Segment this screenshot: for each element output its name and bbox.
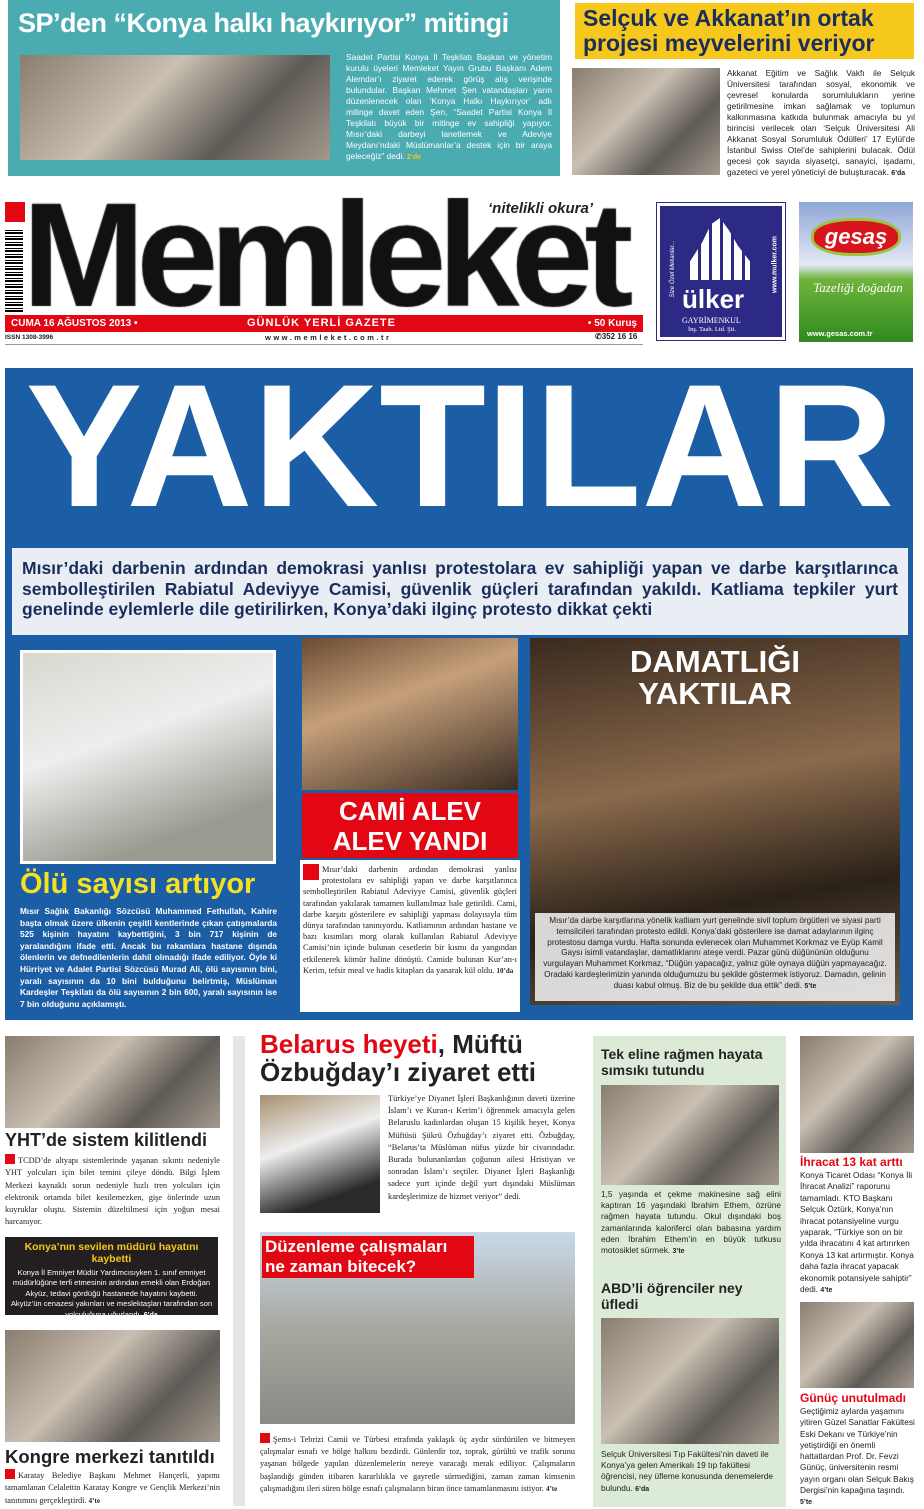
date: CUMA 16 AĞUSTOS 2013 • [11,318,138,329]
ad-sub2: İnş. Taah. Ltd. Şti. [688,326,736,333]
red-bullet [5,1469,15,1479]
ad-url: www.mulker.com [771,236,779,293]
ad-sub: GAYRİMENKUL [682,316,741,325]
col4-body-2: Geçtiğimiz aylarda yaşamını yitiren Güzel Sanatlar Fakültesi Eski Dekanı ve Türkiye’nin yetiştirdiği en önemli hattatlardan Prof. Dr. Fevzi Günüç, üniversitenin resmi yayın organı olan Selçuk Bakış Dergisi’nin kapağına taşındı. 5’te [800,1406,915,1507]
kongre-body: Karatay Belediye Başkanı Mehmet Hançerli, yapımı tamamlanan Celalettin Karatay Kongre ve Gençlik Merkezi’nin tanıtımını gerçekleştirdi. 4’te [5,1471,220,1505]
price: • 50 Kuruş [587,318,637,329]
buildings-icon [690,218,750,280]
photo-gunuc [800,1302,914,1388]
belarus-body: Türkiye’ye Diyanet İşleri Başkanlığının daveti üzerine İslam’ı ve Kuran-ı Kerim’i öğrenmek amacıyla gelen Belaruslu kadınlardan oluşan 15 kişilik heyet, Konya Müftüsü Şükrü Özbuğday’ı ziyaret etti. Özbuğday, “Belarus’ta Müslüman nüfus yüzde bir civarındadır. Burada bulunanlardan çoğunun ailesi Hristiyan ve sonradan İslam’ı seçtiler. Diyanet İşleri Başkanlığı sadece yurt içinde değil yurt dışındaki Müslüman kardeşlerimize de hizmet veriyor” dedi. [388,1094,575,1201]
photo-ibrahim [601,1085,779,1185]
ad-tagline: Size Özel Mekanlar... [670,240,676,298]
issn: ISSN 1308-3996 [5,334,54,341]
right-caption: Mısır’da darbe karşıtlarına yönelik katliam yurt genelinde sivil toplum örgütleri ve siyasi parti temsilcileri tarafından protesto edildi. Konya’daki gösterilere ise damat adaylarının ilginç protestosu damga vurdu. Hafta sonunda evlenecek olan Muhammet Korkmaz ve Eyüp Kamil Gaysı isimli vatandaşlar, damatlıklarını ateşe verdi. Pazar günü düğününün olduğunu vurgulayan Muhammet Korkmaz, “Düğün yapacağız, yalnız güle oynaya düğün yapmayacağız. Oradaki kardeşlerimizin yanında olduğumuzu bu şekilde göstermek istiyoruz. Damadın, gelinin duası kabul olmuş. Biz de bu şekilde dua ettik” dedi. 5’te [535,913,895,1001]
red-bullet [5,1154,15,1164]
col4-title-2: Günüç unutulmadı [800,1391,906,1405]
headline: Selçuk ve Akkanat’ın ortak projesi meyvelerini veriyor [575,3,914,59]
belarus-title: Belarus heyeti, Müftü Özbuğday’ı ziyaret etti [260,1029,536,1087]
yht-title: YHT’de sistem kilitlendi [5,1130,208,1150]
story-body: Saadet Partisi Konya İl Teşkilatı Başkan ve yönetim kurulu üyeleri Memleket Yayın Grubu Başkanı Adem Alemdar’ı ziyaret ederek görüş alış verişinde bulundular. Başkan Mehmet Şen vatandaşları yarın düzenlenecek olan ‘Konya Halkı Haykırıyor’ adlı mitinge davet eden Şen, “Saadet Partisi Konya İl Teşkilatı büyük bir mitinge ev sahipliği yapıyor. Mısır’daki darbeyi lanetlemek ve Adeviye Meydanı’ndaki Müslümanlar’a destek için bir araya geleceğiz” dedi. 2’de [346,52,552,161]
box-title: Konya’nın sevilen müdürü hayatını kaybetti [24,1241,199,1265]
duzen-title: Düzenleme çalışmaları ne zaman bitecek? [262,1236,474,1278]
phone: ✆352 16 16 [595,332,638,341]
col3-body-1: 1,5 yaşında et çekme makinesine sağ elini kaptıran 16 yaşındaki İbrahim Ethem, özrüne rağmen hayata tutundu. Okul dışındaki boş zamanlarında kaloriferci olan babasına yardım eden İbrahim Ethem’in en büyük tutkusu motosiklet sürmek. 3’te [601,1189,781,1256]
slogan: ‘nitelikli okura’ [488,200,594,217]
main-subtitle: Mısır’daki darbenin ardından demokrasi yanlısı protestolara ev sahipliği yapan ve darbe karşıtlarınca sembolleştirilen Rabiatul Adeviyye Camisi, güvenlik güçleri tarafından yakıldı. Katliama tepkiler yurt genelinde eylemlerle dile getirilirken, Konya’daki ilginç protesto dikkat çekti [12,548,908,635]
col3-title-2: ABD’li öğrenciler ney üfledi [601,1280,743,1312]
barcode [5,228,23,312]
red-bullet [260,1433,270,1443]
photo-ozturk [800,1036,914,1153]
middle-title: CAMİ ALEV ALEV YANDI [302,793,518,858]
divider [5,344,643,345]
middle-body: Mısır’daki darbenin ardından demokrasi yanlısı protestolara ev sahipliği yapan ve darbe karşıtlarınca sembolleştirilen Rabiatul Adeviyye Camisi, güvenlik güçleri tarafından yakılarak tamamen kullanılmaz hale getirildi. Cami, darbe karşıtı gösterilere ev sahipliği yapması dolayısıyla tüm dünya tarafından tanınıyordu. Katliamının ardından hastane ve bazı kısımları morg olarak kullanılan Rabiatul Adeviyye Camisi’nin içinde bulunan cesetlerin bir kısmı da yangından etkilenerek kömür haline dönüştü. Camide bulunan Kur’an-ı Kerim, tefsir meal ve hadis kitapları da yanarak kül oldu. 10’da [300,860,520,1012]
col3-title-1: Tek eline rağmen hayata sımsıkı tutundu [601,1046,763,1078]
phone-icon: ✆ [595,332,602,341]
story-body: Akkanat Eğitim ve Sağlık Vakfı ile Selçuk Üniversitesi tarafından sosyal, ekonomik ve çevresel konularda sorumlulukların yerine getirilmesine imkan sağlamak ve toplumun kalkınmasına katkıda bulunmak amacıyla bu yıl birincisi verilecek olan ‘Selçuk Üniversitesi Ali Akkanat Sosyal Sorumluluk Ödülleri’ 17 Eylül’de İstanbul Swiss Otel’de sahiplerini bulacak. Ödül gecesi çok sayıda siyasetçi, sanayici, işadamı, gazeteci ve yerel yöneticiyi de buluşturacak. 6’da [727,68,915,177]
photo-meeting [20,55,330,160]
photo-yht [5,1036,220,1128]
left-body: Mısır Sağlık Bakanlığı Sözcüsü Muhammed Fethullah, Kahire başta olmak üzere ülkenin çeşitli kentlerinde çıkan çatışmalarda 525 kişinin hayatını kaybettiğini, 3 bin 717 kişinin de yaralandığını ifade etti. Ancak bu rakamlara hastane dışında ölenlerin ve defnedilenlerin dahil olmadığı ifade ediliyor. Öyle ki Hürriyet ve Adalet Partisi Sözcüsü Murad Ali, ölü sayısının bini, yaralı sayısının da 10 bini bulduğunu belirtmiş, Müslüman Kardeşler Teşkilatı da ölü sayısının 2 bin 600, yaralı sayısının ise 7 bin olduğunu açıklamıştı. [20,906,277,1009]
date-bar [5,315,643,332]
main-story[interactable] [5,349,913,1020]
left-title: Ölü sayısı artıyor [20,868,256,900]
ad-ulker[interactable] [657,203,785,340]
ad-name: ülker [682,284,745,314]
box-body: Konya İl Emniyet Müdür Yardımcısıyken 1. sınıf emniyet müdürlüğüne terfi etmesinin ardından emekli olan Erdoğan Akyüz, tedavi gördüğü hastanede hayatını kaybetti. Akyüz’ün cenazesi yakınları ve meslektaşları tarafından son yolculuğuna uğurlandı. 6’da [10,1268,213,1319]
col3-body-2: Selçuk Üniversitesi Tıp Fakültesi’nin daveti ile Konya’ya gelen Amerikalı 19 tıp fakültesi öğrencisi, ney üfleme konusunda denemelerde bulundu. 6’da [601,1449,774,1493]
paper-type: GÜNLÜK YERLİ GAZETE [247,317,396,329]
red-bullet [303,864,319,880]
photo-belarus [260,1095,380,1213]
ad-tagline: Tazeliği doğadan [813,280,903,295]
duzen-body: Şems-i Tebrizi Camii ve Türbesi etrafında yaklaşık üç aydır sürdürülen ve bitmeyen çalışmalar esnafı ve bölge halkını bezdirdi. Günlerdir toz, toprak, gürültü ve trafik sorunu yaşanan bölgede yapılan düzenlemelerin nereye varacağı merak ediliyor. Çalışmaların başlandığı günden itibaren kararlılıkla ve gayretle sürmediğini, zaman zaman kimsenin çalışmadığını ileri süren bölge esnafı çalışmaların biran önce tamamlanmasını istiyor. 4’te [260,1435,575,1493]
right-title: DAMATLIĞI YAKTILAR [630,644,800,711]
col4-title-1: İhracat 13 kat arttı [800,1155,903,1169]
ad-url: www.gesas.com.tr [807,329,873,338]
photo-award [572,68,720,175]
ad-logo: gesaş [811,218,901,256]
headline: SP’den “Konya halkı haykırıyor” mitingi [18,8,509,38]
main-headline: YAKTILAR [25,349,895,544]
kongre-title: Kongre merkezi tanıtıldı [5,1446,215,1467]
yht-body: TCDD’de altyapı sistemlerinde yaşanan sıkıntı nedeniyle YHT yolcuları için bilet temini çileye döndü. Bilgi İşlem Merkezi kaynaklı sorun nedeniyle hızlı tren yolcuları için elektronik ortamda bilet kesilemezken, gişe önlerinde uzun kuyruklar oluştu. Sistemin düzeltilmesi için yoğun mesai harcanıyor. [5,1156,220,1227]
top-left-story[interactable] [8,0,560,176]
top-right-story[interactable] [572,0,917,176]
col4-body-1: Konya Ticaret Odası “Konya İli İhracat Analizi” raporunu tamamladı. KTO Başkanı Selçuk Öztürk, Konya’nın ihracat potansiyeline vurgu yaparak, “Türkiye son on bir yılda ihracatını 4 kat artırırken Konya 13 kat artırmıştır. Konya daha fazla ihracat yapacak ekonomik potansiyele sahiptir” dedi. 4’te [800,1170,914,1295]
obituary-box[interactable] [5,1237,218,1319]
photo-kongre [5,1330,220,1442]
column-divider [233,1036,245,1506]
photo-bodies [20,650,276,864]
website[interactable]: www.memleket.com.tr [265,333,392,342]
photo-ney [601,1318,779,1444]
ad-gesas[interactable] [799,202,913,342]
photo-burned-mosque [302,638,518,790]
